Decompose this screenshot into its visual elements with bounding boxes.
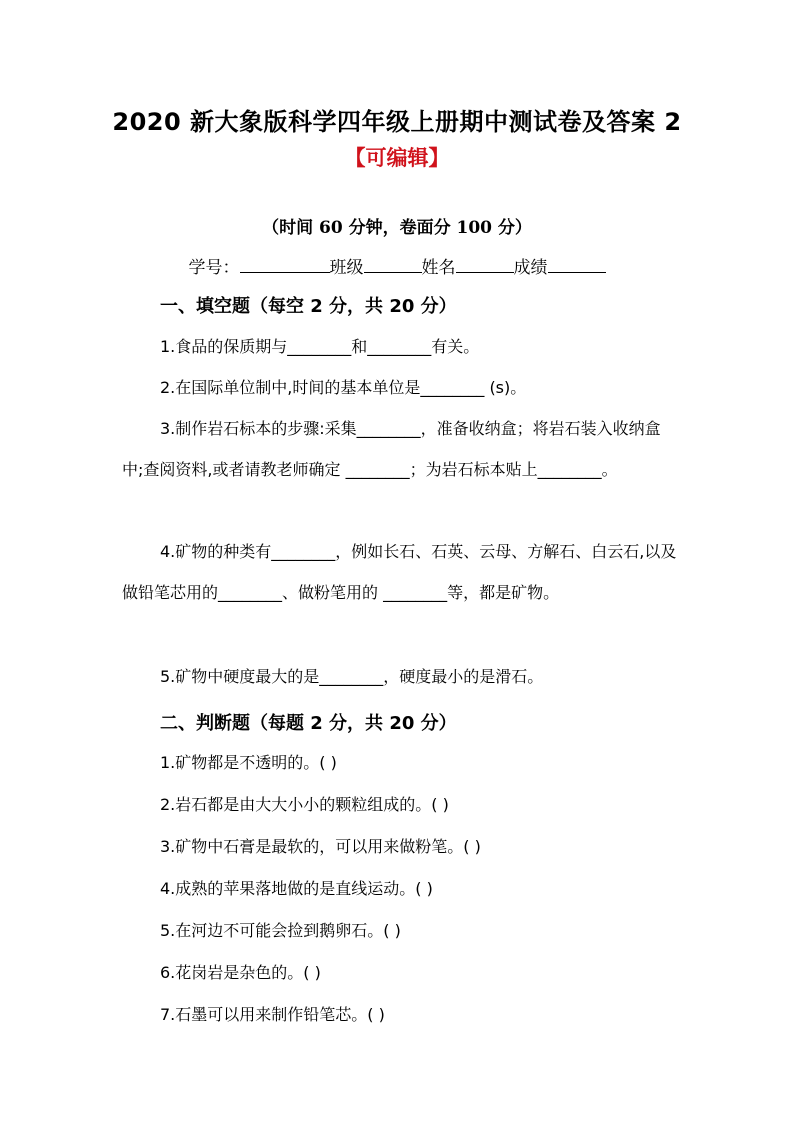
question-item: 1.矿物都是不透明的。( ) [160, 753, 337, 772]
student-id-blank[interactable] [240, 256, 330, 273]
name-label: 姓名 [421, 258, 456, 278]
score-label: 成绩 [513, 258, 548, 278]
question-item: 2.在国际单位制中,时间的基本单位是________ (s)。 [160, 378, 527, 397]
name-blank[interactable] [456, 256, 514, 273]
student-info-line [0, 253, 794, 278]
question-item: 5.在河边不可能会捡到鹅卵石。( ) [160, 921, 401, 940]
class-label: 班级 [329, 258, 364, 278]
section-heading-fill-blank: 一、填空题（每空 2 分，共 20 分） [160, 296, 457, 317]
document-title: 2020 新大象版科学四年级上册期中测试卷及答案 2 [112, 108, 682, 136]
question-item: 4.成熟的苹果落地做的是直线运动。( ) [160, 879, 433, 898]
question-item: 6.花岗岩是杂色的。( ) [160, 963, 321, 982]
question-item: 7.石墨可以用来制作铅笔芯。( ) [160, 1005, 385, 1024]
time-info: （时间 60 分钟，卷面分 100 分） [262, 218, 532, 238]
question-item: 3.制作岩石标本的步骤:采集________，准备收纳盒；将岩石装入收纳盒中;查阅资料,或者请教老师确定 ________；为岩石标本贴上________。 [122, 419, 661, 479]
question-item: 1.食品的保质期与________和________有关。 [160, 337, 480, 356]
question-item: 3.矿物中石膏是最软的，可以用来做粉笔。( ) [160, 837, 481, 856]
section-heading-true-false: 二、判断题（每题 2 分，共 20 分） [160, 713, 457, 734]
editable-note: 【可编辑】 [344, 146, 450, 170]
question-item: 5.矿物中硬度最大的是________，硬度最小的是滑石。 [160, 667, 544, 686]
question-item: 2.岩石都是由大大小小的颗粒组成的。( ) [160, 795, 449, 814]
student-id-label: 学号： [188, 258, 240, 278]
question-item: 4.矿物的种类有________，例如长石、石英、云母、方解石、白云石,以及做铅笔芯用的________、做粉笔用的 ________等，都是矿物。 [122, 542, 677, 602]
score-blank[interactable] [548, 256, 606, 273]
class-blank[interactable] [364, 256, 422, 273]
